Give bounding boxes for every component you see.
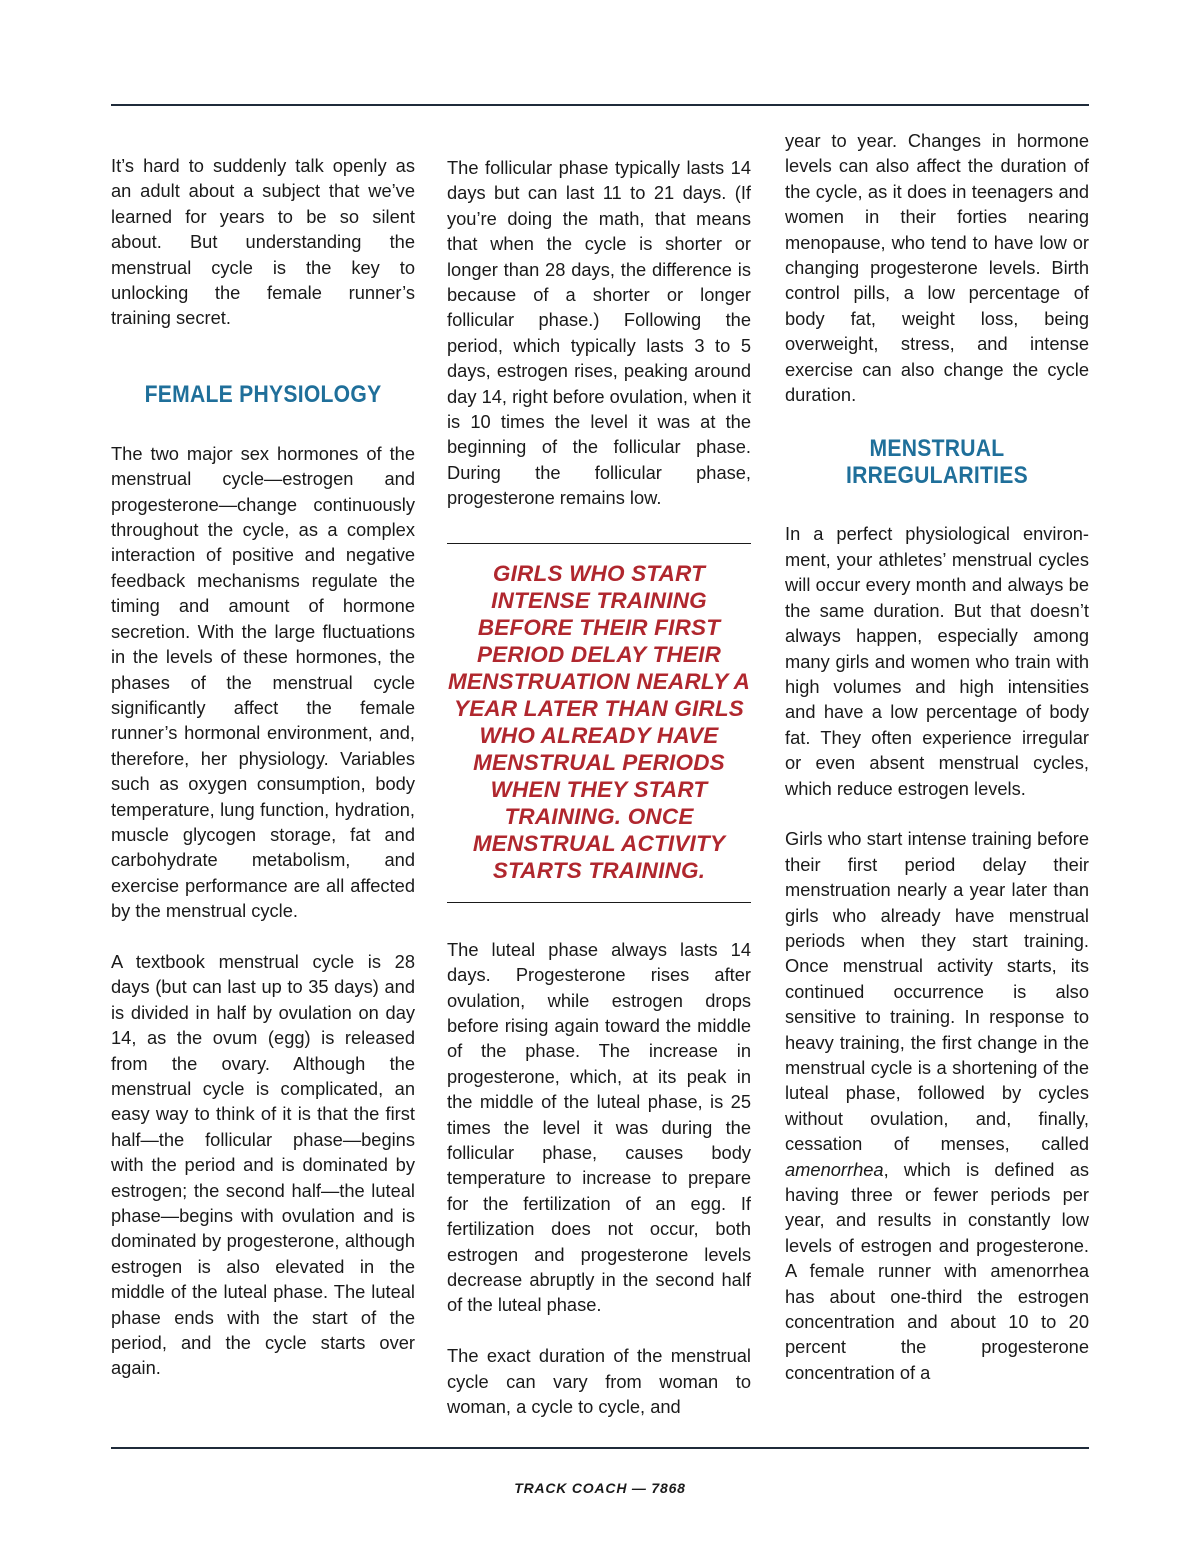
top-rule <box>111 104 1089 106</box>
follicular-phase-paragraph: The follicular phase typically lasts 14 days but can last 11 to 21 days. (If you’re doing the math, that means that when the cycle is shorter or longer than 28 days, the difference is because of a shorter or longer follicular phase.) Following the period, which typically lasts 3 to 5 days, estrogen rises, peaking around day 14, right before ovulation, when it is 10 times the level it was at the beginning of the follicular phase. During the follicular phase, progesterone remains low. <box>447 157 751 509</box>
hormone-changes-paragraph: year to year. Changes in hormone levels can also affect the duration of the cycle, as it does in teenagers and women in their forties nearing menopause, who tend to have low or changing progesterone levels. Birth control pills, a low percentage of body fat, weight loss, being overweight, stress, and intense exercise can also change the cycle duration. <box>785 130 1089 406</box>
training-effects-paragraph <box>785 826 1089 1385</box>
training-effects-text-1: Girls who start intense training before their first period delay their menstruation nearly a year later than girls who already have menstrual periods when they start training. Once menstrual activity starts, its continued occurrence is also sensitive to training. In response to heavy training, the first change in the menstrual cycle is a shortening of the luteal phase, followed by cycles without ovulation, and, finally, cessation of menses, called <box>785 828 1089 1155</box>
luteal-phase-paragraph: The luteal phase always lasts 14 days. Progesterone rises after ovulation, while estrogen drops before rising again toward the middle of the phase. The increase in progesterone, which, at its peak in the middle of the luteal phase, is 25 times the level it was during the follicular phase, causes body temperature to increase to prepare for the fertilization of an egg. If fertilization does not occur, both estrogen and progesterone levels decrease abruptly in the second half of the luteal phase. <box>447 938 751 1316</box>
textbook-cycle-paragraph: A textbook menstrual cycle is 28 days (but can last up to 35 days) and is divided in half by ovulation on day 14, as the ovum (egg) is released from the ovary. Although the menstrual cycle is complicated, an easy way to think of it is that the first half—the follicular phase—begins with the period and is dominated by estrogen; the second half—the luteal phase—begins with ovulation and is dominated by progesterone, although estrogen is also elevated in the middle of the luteal phase. The luteal phase ends with the start of the period, and the cycle starts over again. <box>111 950 415 1379</box>
training-effects-text-2: , which is defined as having three or fewer periods per year, and results in constantly low levels of estrogen and progesterone. A female runner with amenorrhea has about one-third the estrogen concentration and about 10 to 20 percent the progesterone concentration of a <box>785 1158 1089 1383</box>
cycle-duration-paragraph: The exact duration of the menstrual cycle can vary from woman to woman, a cycle to cycle, and <box>447 1345 751 1417</box>
page-footer: TRACK COACH — 7868 <box>514 1480 686 1496</box>
female-physiology-heading: FEMALE PHYSIOLOGY <box>144 380 382 408</box>
column-3 <box>785 128 1089 1385</box>
heading-line-2: IRREGULARITIES <box>845 462 1029 490</box>
bottom-rule <box>111 1447 1089 1449</box>
pull-quote-text: GIRLS WHO START INTENSE TRAINING BEFORE THEIR FIRST PERIOD DELAY THEIR MENSTRUATION NEARLY A YEAR LATER THAN GIRLS WHO ALREADY HAVE MENSTRUAL PERIODS WHEN THEY START TRAINING. ONCE MENSTRUAL ACTIVITY STARTS TRAINING. <box>447 560 751 883</box>
hormones-paragraph: The two major sex hormones of the menstrual cycle—estrogen and progesterone—change continuously throughout the cycle, as a complex interaction of positive and negative feedback mechanisms regulate the timing and amount of hormone secretion. With the large fluctuations in the levels of these hormones, the phases of the menstrual cycle significantly affect the female runner’s hormonal environment, and, therefore, her physiology. Variables such as oxygen consumption, body temperature, lung function, hydration, muscle glycogen storage, fat and carbohydrate metabolism, and exercise performance are all affected by the menstrual cycle. <box>111 442 415 922</box>
heading-line-1: MENSTRUAL <box>869 435 1005 463</box>
column-2 <box>447 155 751 1419</box>
menstrual-irregularities-heading <box>803 435 1071 489</box>
amenorrhea-term: amenorrhea <box>785 1158 884 1180</box>
intro-paragraph: It’s hard to suddenly talk openly as an adult about a subject that we’ve learned for years to be so silent about. But understanding the menstrual cycle is the key to unlocking the female runner’s training secret. <box>111 155 415 329</box>
perfect-environment-paragraph: In a perfect physiological environment, your athletes’ menstrual cycles will occur every month and always be the same duration. But that doesn’t always happen, especially among many girls and women who train with high volumes and high intensities and have a low percentage of body fat. They often experience irregular or even absent menstrual cycles, which reduce estrogen levels. <box>785 523 1089 799</box>
pull-quote <box>447 543 751 903</box>
column-1 <box>111 153 415 1381</box>
